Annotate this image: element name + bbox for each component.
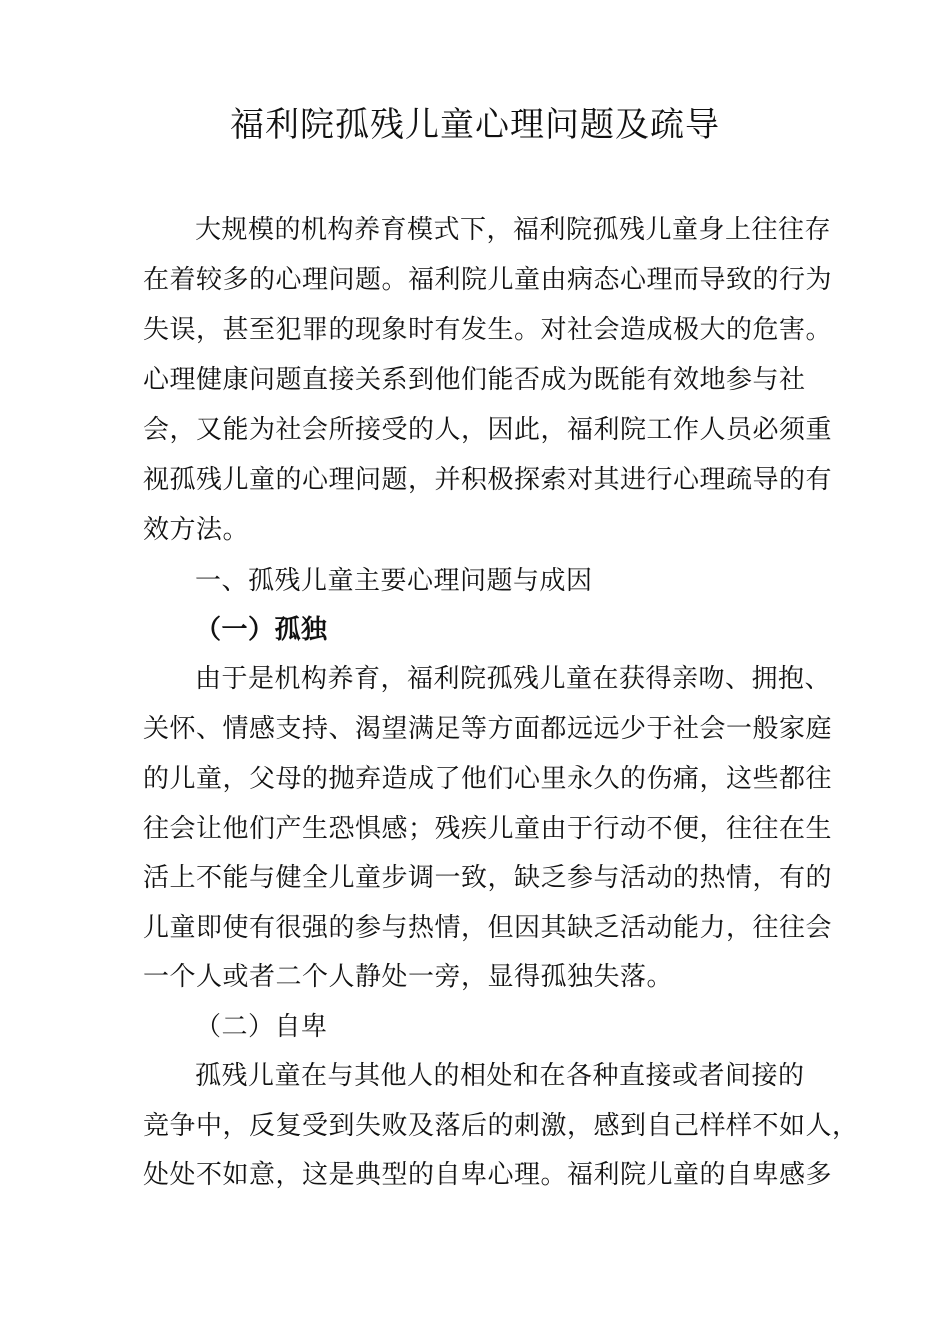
intro-line: 会，又能为社会所接受的人，因此，福利院工作人员必须重 bbox=[143, 415, 833, 445]
intro-line: 大规模的机构养育模式下，福利院孤残儿童身上往往存 bbox=[195, 215, 832, 245]
paragraph-line: 孤残儿童在与其他人的相处和在各种直接或者间接的 bbox=[195, 1061, 805, 1091]
intro-line: 在着较多的心理问题。福利院儿童由病态心理而导致的行为 bbox=[143, 265, 833, 295]
paragraph-line: 关怀、情感支持、渴望满足等方面都远远少于社会一般家庭 bbox=[143, 714, 833, 744]
intro-line: 效方法。 bbox=[143, 515, 250, 545]
paragraph-line: 一个人或者二个人静处一旁，显得孤独失落。 bbox=[143, 962, 674, 992]
paragraph-line: 处处不如意，这是典型的自卑心理。福利院儿童的自卑感多 bbox=[143, 1160, 833, 1190]
section-heading: 一、孤残儿童主要心理问题与成因 bbox=[195, 566, 593, 596]
paragraph-line: 的儿童，父母的抛弃造成了他们心里永久的伤痛，这些都往 bbox=[143, 764, 833, 794]
subsection-heading: （一）孤独 bbox=[195, 615, 328, 645]
document-title: 福利院孤残儿童心理问题及疏导 bbox=[230, 105, 720, 145]
intro-line: 失误，甚至犯罪的现象时有发生。对社会造成极大的危害。 bbox=[143, 315, 833, 345]
paragraph-line: 竞争中，反复受到失败及落后的刺激，感到自己样样不如人， bbox=[143, 1111, 859, 1141]
paragraph-line: 儿童即使有很强的参与热情，但因其缺乏活动能力，往往会 bbox=[143, 913, 833, 943]
paragraph-line: 往会让他们产生恐惧感；残疾儿童由于行动不便，往往在生 bbox=[143, 814, 833, 844]
intro-line: 心理健康问题直接关系到他们能否成为既能有效地参与社 bbox=[143, 365, 806, 395]
paragraph-line: 活上不能与健全儿童步调一致，缺乏参与活动的热情，有的 bbox=[143, 863, 833, 893]
paragraph-line: 由于是机构养育，福利院孤残儿童在获得亲吻、拥抱、 bbox=[195, 664, 832, 694]
intro-line: 视孤残儿童的心理问题，并积极探索对其进行心理疏导的有 bbox=[143, 465, 833, 495]
subsection-heading: （二）自卑 bbox=[195, 1012, 328, 1042]
